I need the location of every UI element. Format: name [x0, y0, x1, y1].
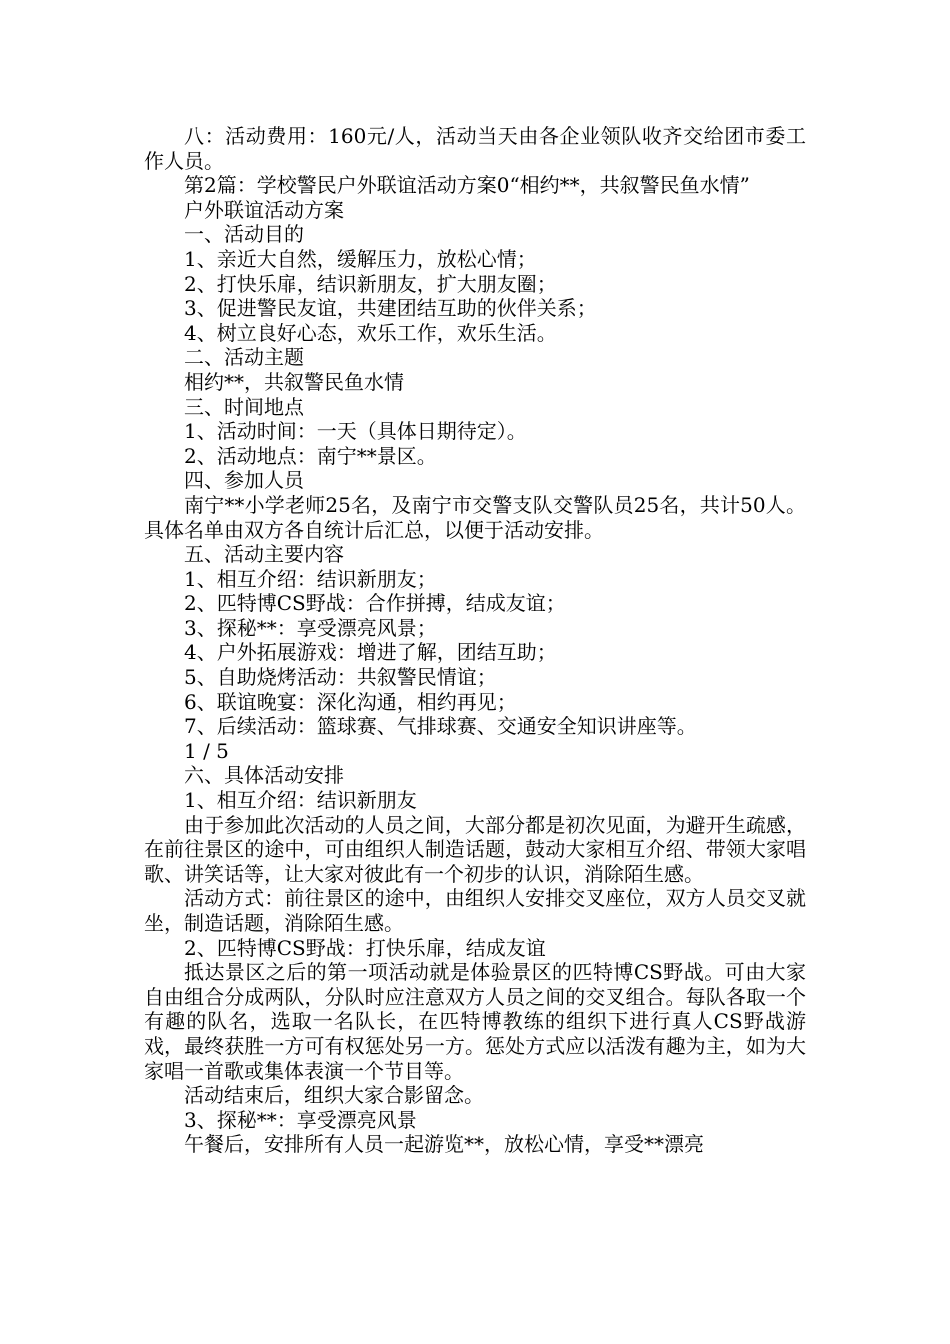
list-item: 3、促进警民友谊，共建团结互助的伙伴关系； [184, 296, 597, 321]
list-item: 3、探秘**：享受漂亮风景； [184, 615, 437, 640]
page-number: 1 / 5 [184, 738, 229, 763]
subsection-heading: 1、相互介绍：结识新朋友 [184, 788, 417, 813]
list-item: 4、户外拓展游戏：增进了解，团结互助； [184, 640, 557, 665]
subsection-heading: 3、探秘**：享受漂亮风景 [184, 1107, 417, 1132]
section-heading: 五、活动主要内容 [184, 542, 344, 567]
list-item: 1、相互介绍：结识新朋友； [184, 566, 437, 591]
list-item: 2、匹特博CS野战：合作拼搏，结成友谊； [184, 591, 566, 616]
section-heading: 二、活动主题 [184, 345, 304, 370]
section-heading: 三、时间地点 [184, 394, 304, 419]
document-body [144, 124, 806, 1157]
paragraph: 相约**，共叙警民鱼水情 [184, 369, 404, 394]
list-item: 1、亲近大自然，缓解压力，放松心情； [184, 246, 537, 271]
paragraph: 抵达景区之后的第一项活动就是体验景区的匹特博CS野战。可由大家自由组合分成两队，分队时应注意双方人员之间的交叉组合。每队各取一个有趣的队名，选取一名队长，在匹特博教练的组织下进行真人CS野战游戏，最终获胜一方可有权惩处另一方。惩处方式应以活泼有趣为主，如为大家唱一首歌或集体表演一个节目等。 [144, 960, 806, 1083]
section-heading: 一、活动目的 [184, 222, 304, 247]
paragraph: 南宁**小学老师25名，及南宁市交警支队交警队员25名，共计50人。 具体名单由双方各自统计后汇总，以便于活动安排。 [144, 492, 806, 542]
list-item: 7、后续活动：篮球赛、气排球赛、交通安全知识讲座等。 [184, 714, 697, 739]
list-item: 1、活动时间：一天（具体日期待定）。 [184, 419, 527, 444]
paragraph: 活动方式：前往景区的途中，由组织人安排交叉座位，双方人员交叉就坐，制造话题，消除陌生感。 [144, 886, 806, 935]
section-heading: 六、具体活动安排 [184, 763, 344, 788]
list-item: 4、树立良好心态，欢乐工作，欢乐生活。 [184, 320, 557, 345]
list-item: 5、自助烧烤活动：共叙警民情谊； [184, 665, 497, 690]
paragraph: 活动结束后，组织大家合影留念。 [184, 1083, 484, 1108]
list-item: 6、联谊晚宴：深化沟通，相约再见； [184, 689, 517, 714]
paragraph: 第2篇：学校警民户外联谊活动方案0“相约**，共叙警民鱼水情” [184, 173, 750, 198]
list-item: 2、活动地点：南宁**景区。 [184, 443, 437, 468]
paragraph: 八：活动费用：160元/人，活动当天由各企业领队收齐交给团市委工作人员。 [144, 124, 806, 173]
paragraph: 户外联谊活动方案 [184, 197, 344, 222]
subsection-heading: 2、匹特博CS野战：打快乐扉，结成友谊 [184, 935, 546, 960]
list-item: 2、打快乐扉，结识新朋友，扩大朋友圈； [184, 271, 557, 296]
paragraph: 午餐后，安排所有人员一起游览**，放松心情，享受**漂亮 [184, 1132, 704, 1157]
paragraph: 由于参加此次活动的人员之间，大部分都是初次见面，为避开生疏感，在前往景区的途中，可由组织人制造话题，鼓动大家相互介绍、带领大家唱歌、讲笑话等，让大家对彼此有一个初步的认识，消除陌生感。 [144, 812, 806, 886]
section-heading: 四、参加人员 [184, 468, 304, 493]
